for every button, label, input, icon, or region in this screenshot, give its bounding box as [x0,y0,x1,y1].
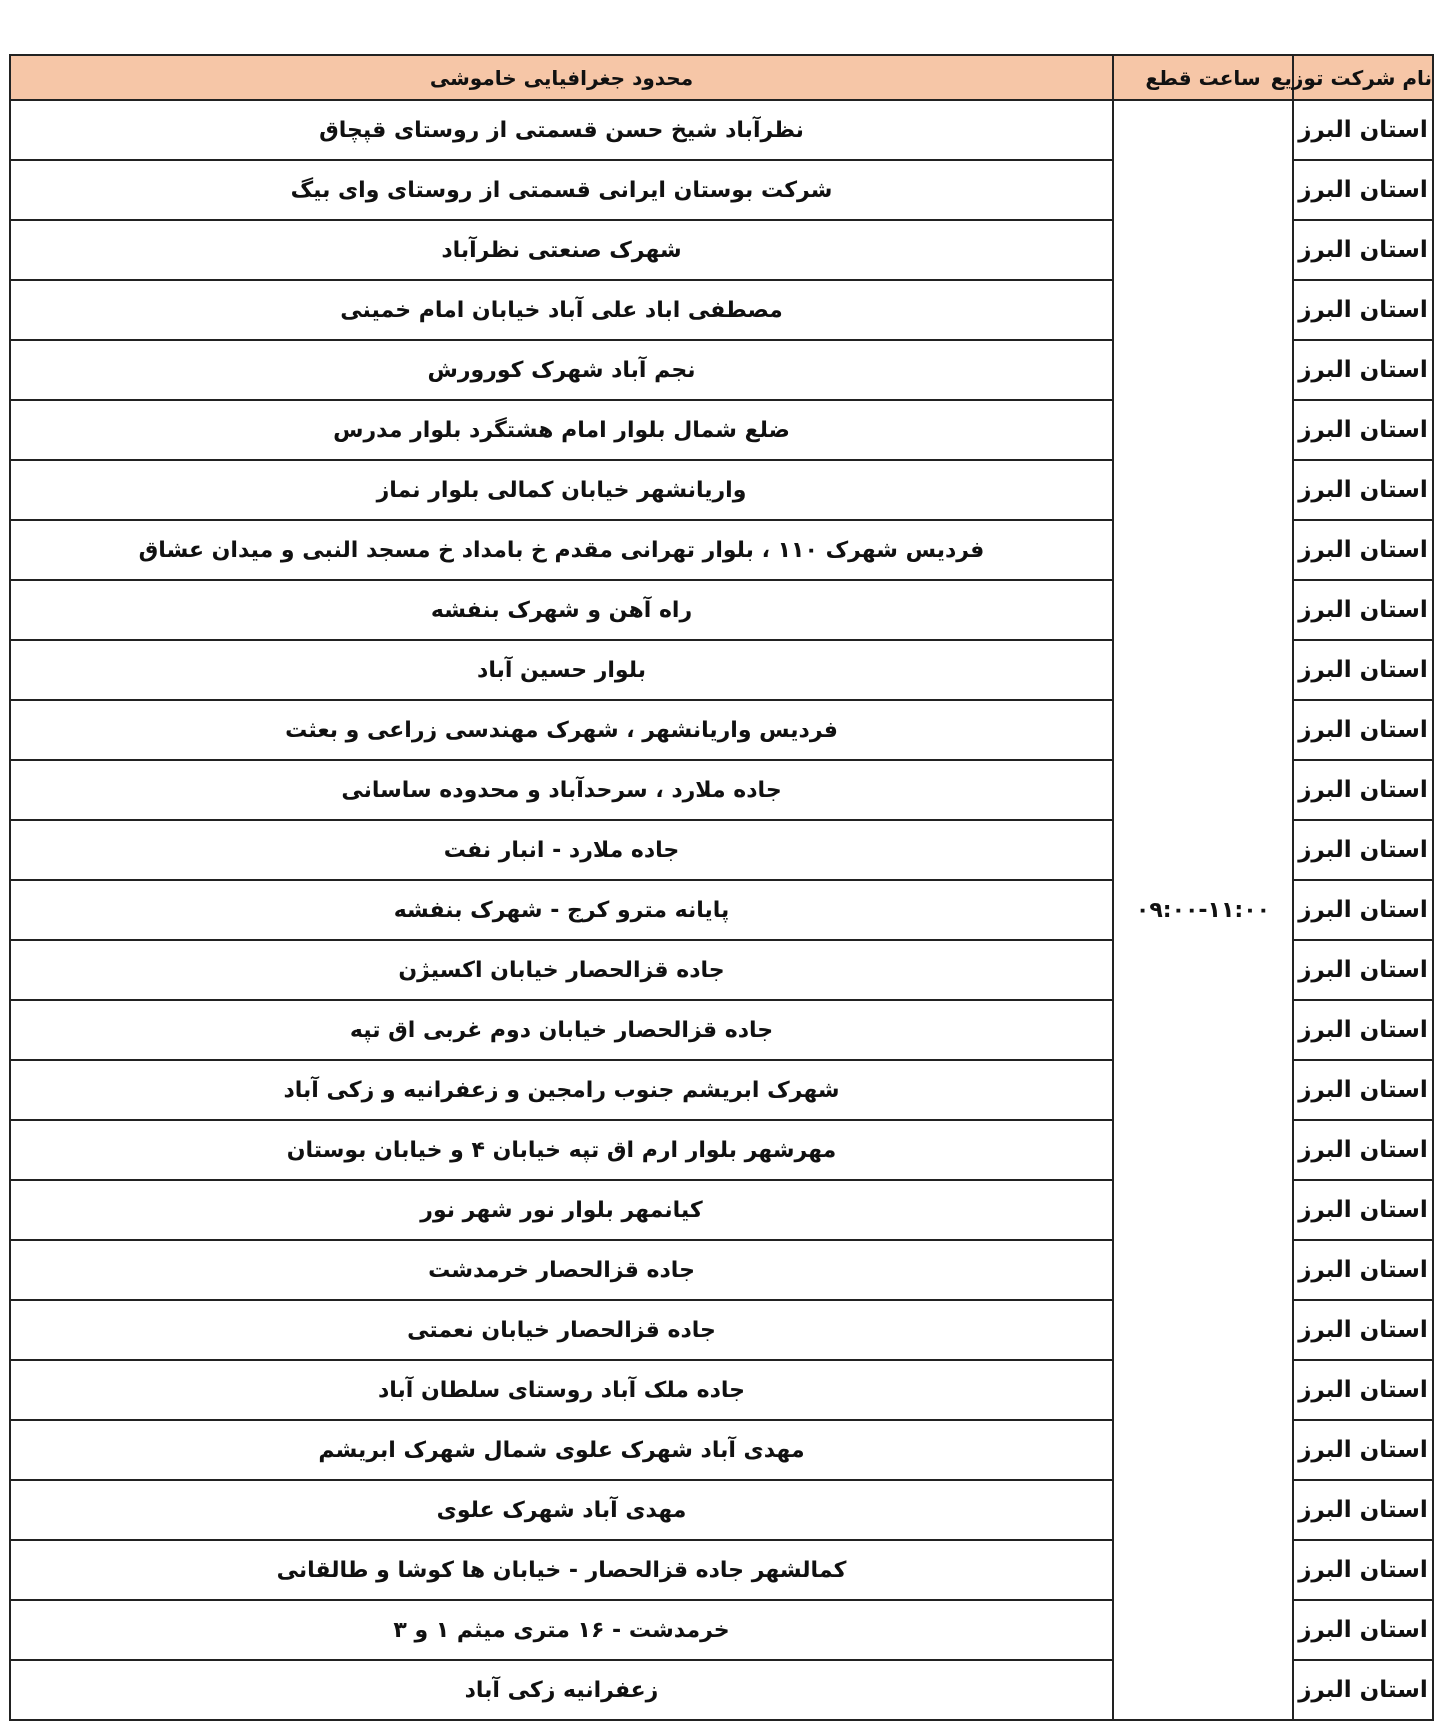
outage-table [9,54,1434,1721]
area-cell: پایانه مترو کرج - شهرک بنفشه [10,880,1113,940]
area-cell: مهدی آباد شهرک علوی شمال شهرک ابریشم [10,1420,1113,1480]
company-cell: استان البرز [1293,1420,1433,1480]
table-body [10,100,1433,1720]
company-cell: استان البرز [1293,1480,1433,1540]
company-cell: استان البرز [1293,1660,1433,1720]
company-cell: استان البرز [1293,220,1433,280]
company-cell: استان البرز [1293,1540,1433,1600]
outage-time-cell: ۰۹:۰۰-۱۱:۰۰ [1113,100,1293,1720]
area-cell: کمالشهر جاده قزالحصار - خیابان ها کوشا و طالقانی [10,1540,1113,1600]
area-cell: نجم آباد شهرک کورورش [10,340,1113,400]
area-cell: جاده ملک آباد روستای سلطان آباد [10,1360,1113,1420]
area-cell: ضلع شمال بلوار امام هشتگرد بلوار مدرس [10,400,1113,460]
area-cell: زعفرانیه زکی آباد [10,1660,1113,1720]
area-cell: جاده قزالحصار خیابان اکسیژن [10,940,1113,1000]
company-cell: استان البرز [1293,760,1433,820]
company-cell: استان البرز [1293,520,1433,580]
area-cell: جاده ملارد - انبار نفت [10,820,1113,880]
area-cell: مصطفی اباد علی آباد خیابان امام خمینی [10,280,1113,340]
company-cell: استان البرز [1293,340,1433,400]
header-company: نام شرکت توزیع [1293,55,1433,100]
company-cell: استان البرز [1293,1360,1433,1420]
area-cell: بلوار حسین آباد [10,640,1113,700]
area-cell: فردیس شهرک ۱۱۰ ، بلوار تهرانی مقدم خ بامداد خ مسجد النبی و میدان عشاق [10,520,1113,580]
company-cell: استان البرز [1293,460,1433,520]
area-cell: راه آهن و شهرک بنفشه [10,580,1113,640]
area-cell: جاده قزالحصار خیابان دوم غربی اق تپه [10,1000,1113,1060]
company-cell: استان البرز [1293,1060,1433,1120]
company-cell: استان البرز [1293,1240,1433,1300]
company-cell: استان البرز [1293,880,1433,940]
header-time: ساعت قطع [1113,55,1293,100]
company-cell: استان البرز [1293,160,1433,220]
company-cell: استان البرز [1293,640,1433,700]
company-cell: استان البرز [1293,100,1433,160]
company-cell: استان البرز [1293,400,1433,460]
company-cell: استان البرز [1293,580,1433,640]
area-cell: فردیس واریانشهر ، شهرک مهندسی زراعی و بعثت [10,700,1113,760]
header-area: محدود جغرافیایی خاموشی [10,55,1113,100]
area-cell: جاده ملارد ، سرحدآباد و محدوده ساسانی [10,760,1113,820]
area-cell: مهدی آباد شهرک علوی [10,1480,1113,1540]
header-row [10,55,1433,100]
company-cell: استان البرز [1293,940,1433,1000]
area-cell: مهرشهر بلوار ارم اق تپه خیابان ۴ و خیابان بوستان [10,1120,1113,1180]
company-cell: استان البرز [1293,700,1433,760]
company-cell: استان البرز [1293,1000,1433,1060]
company-cell: استان البرز [1293,1600,1433,1660]
company-cell: استان البرز [1293,820,1433,880]
company-cell: استان البرز [1293,1120,1433,1180]
area-cell: واریانشهر خیابان کمالی بلوار نماز [10,460,1113,520]
area-cell: شهرک ابریشم جنوب رامجین و زعفرانیه و زکی آباد [10,1060,1113,1120]
area-cell: شرکت بوستان ایرانی قسمتی از روستای وای بیگ [10,160,1113,220]
area-cell: شهرک صنعتی نظرآباد [10,220,1113,280]
area-cell: خرمدشت - ۱۶ متری میثم ۱ و ۳ [10,1600,1113,1660]
table-row [10,100,1433,160]
company-cell: استان البرز [1293,1180,1433,1240]
area-cell: جاده قزالحصار خیابان نعمتی [10,1300,1113,1360]
company-cell: استان البرز [1293,280,1433,340]
area-cell: نظرآباد شیخ حسن قسمتی از روستای قپچاق [10,100,1113,160]
area-cell: کیانمهر بلوار نور شهر نور [10,1180,1113,1240]
company-cell: استان البرز [1293,1300,1433,1360]
area-cell: جاده قزالحصار خرمدشت [10,1240,1113,1300]
